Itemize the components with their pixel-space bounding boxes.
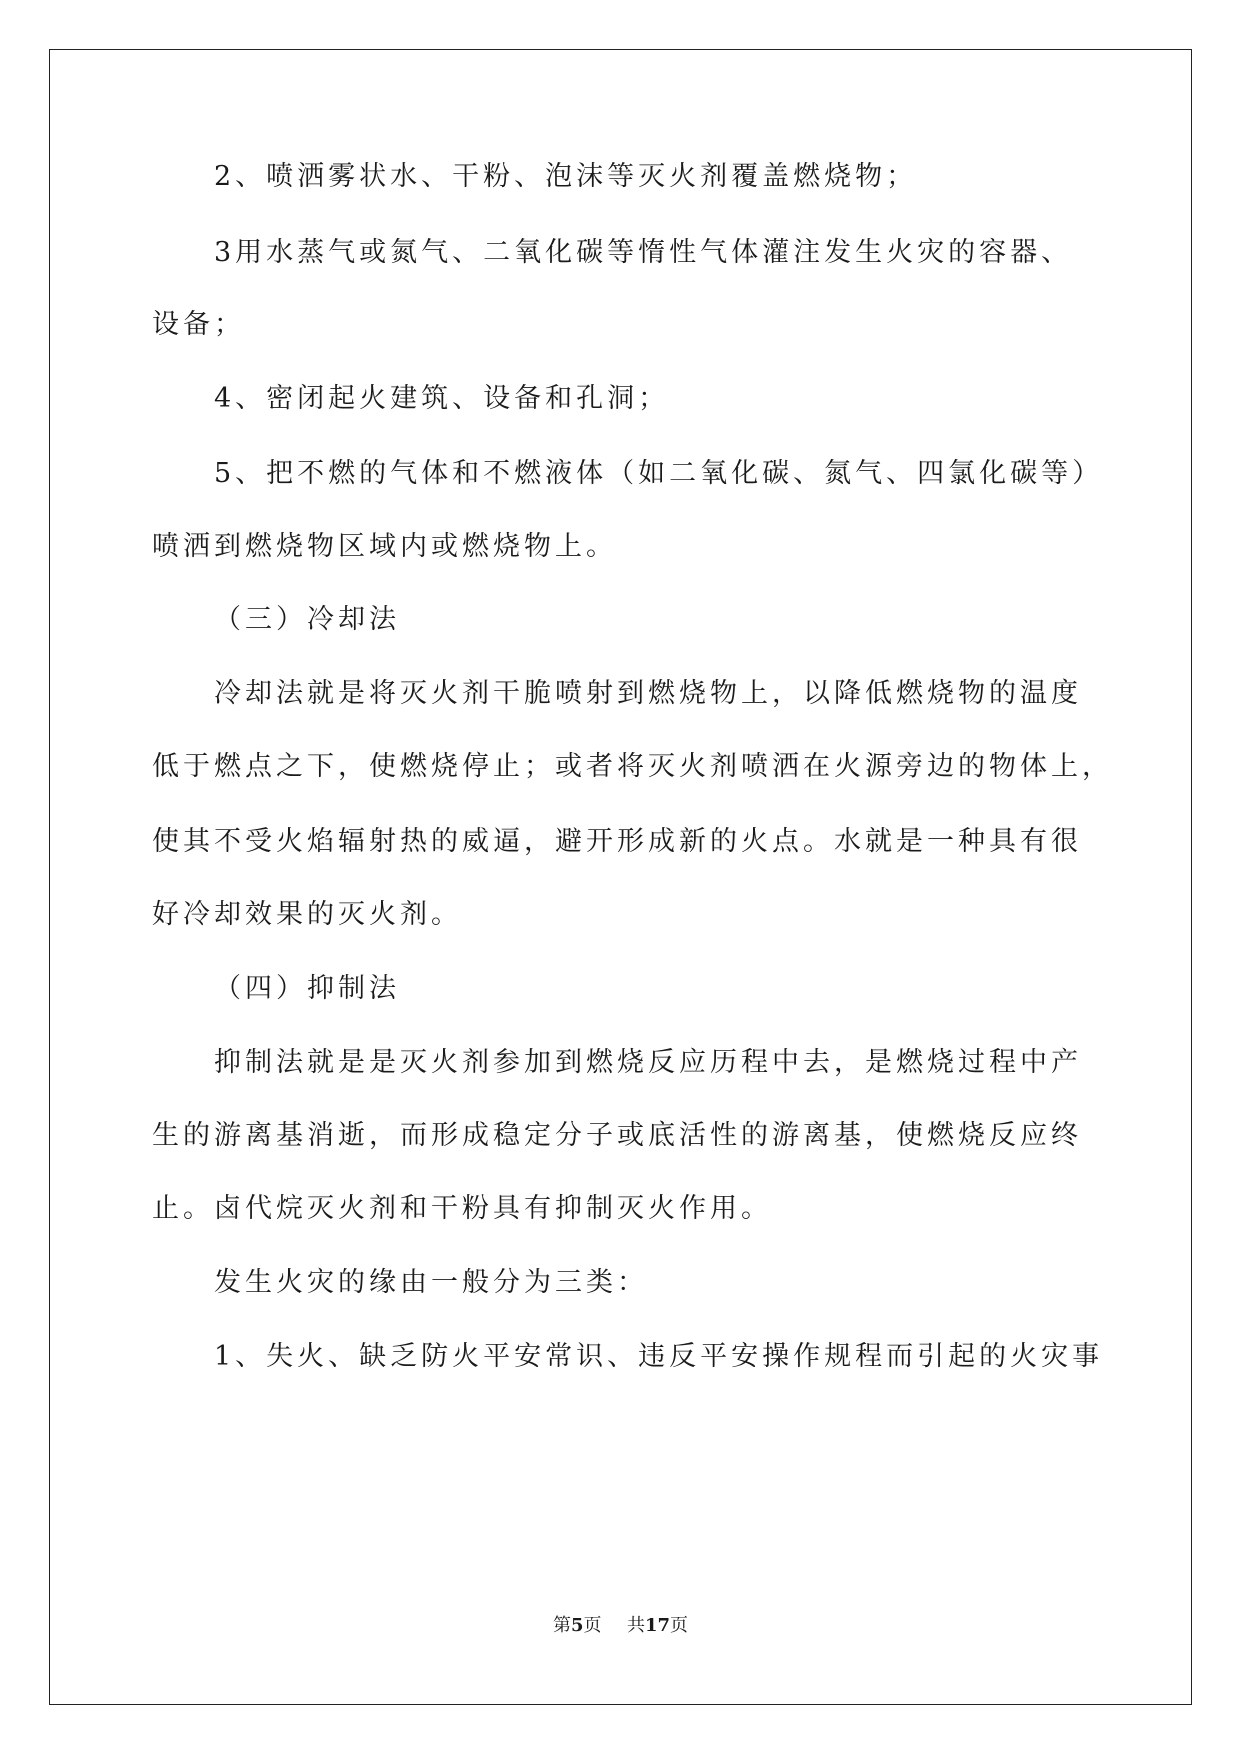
paragraph-line: 2、喷洒雾状水、干粉、泡沫等灭火剂覆盖燃烧物； xyxy=(214,161,918,192)
paragraph-line: 低于燃点之下，使燃烧停止；或者将灭火剂喷洒在火源旁边的物体上， xyxy=(152,751,1113,782)
page-suffix: 页 xyxy=(583,1615,602,1636)
paragraph-line: 生的游离基消逝，而形成稳定分子或底活性的游离基，使燃烧反应终 xyxy=(152,1120,1082,1151)
page-border xyxy=(49,49,1192,1705)
paragraph-line: 使其不受火焰辐射热的威逼，避开形成新的火点。水就是一种具有很 xyxy=(152,826,1082,857)
paragraph-line: 冷却法就是将灭火剂干脆喷射到燃烧物上，以降低燃烧物的温度 xyxy=(214,678,1082,709)
paragraph-line: 1、失火、缺乏防火平安常识、违反平安操作规程而引起的火灾事 xyxy=(214,1341,1104,1372)
paragraph-line: 喷洒到燃烧物区域内或燃烧物上。 xyxy=(152,531,617,562)
section-heading: （三）冷却法 xyxy=(214,604,400,635)
paragraph-line: 3用水蒸气或氮气、二氧化碳等惰性气体灌注发生火灾的容器、 xyxy=(214,237,1073,268)
page-prefix: 第 xyxy=(552,1615,571,1636)
paragraph-line: 抑制法就是是灭火剂参加到燃烧反应历程中去，是燃烧过程中产 xyxy=(214,1047,1082,1078)
page-number: 5 xyxy=(570,1615,584,1636)
total-pages: 17 xyxy=(644,1615,671,1636)
total-suffix: 页 xyxy=(670,1615,689,1636)
total-prefix: 共 xyxy=(626,1615,645,1636)
paragraph-line: 发生火灾的缘由一般分为三类： xyxy=(214,1267,648,1298)
paragraph-line: 4、密闭起火建筑、设备和孔洞； xyxy=(214,383,670,414)
page-footer xyxy=(0,1614,1241,1638)
section-heading: （四）抑制法 xyxy=(214,973,400,1004)
paragraph-line: 设备； xyxy=(152,309,245,340)
paragraph-line: 止。卤代烷灭火剂和干粉具有抑制灭火作用。 xyxy=(152,1193,772,1224)
paragraph-line: 5、把不燃的气体和不燃液体（如二氧化碳、氮气、四氯化碳等） xyxy=(214,458,1104,489)
paragraph-line: 好冷却效果的灭火剂。 xyxy=(152,899,462,930)
